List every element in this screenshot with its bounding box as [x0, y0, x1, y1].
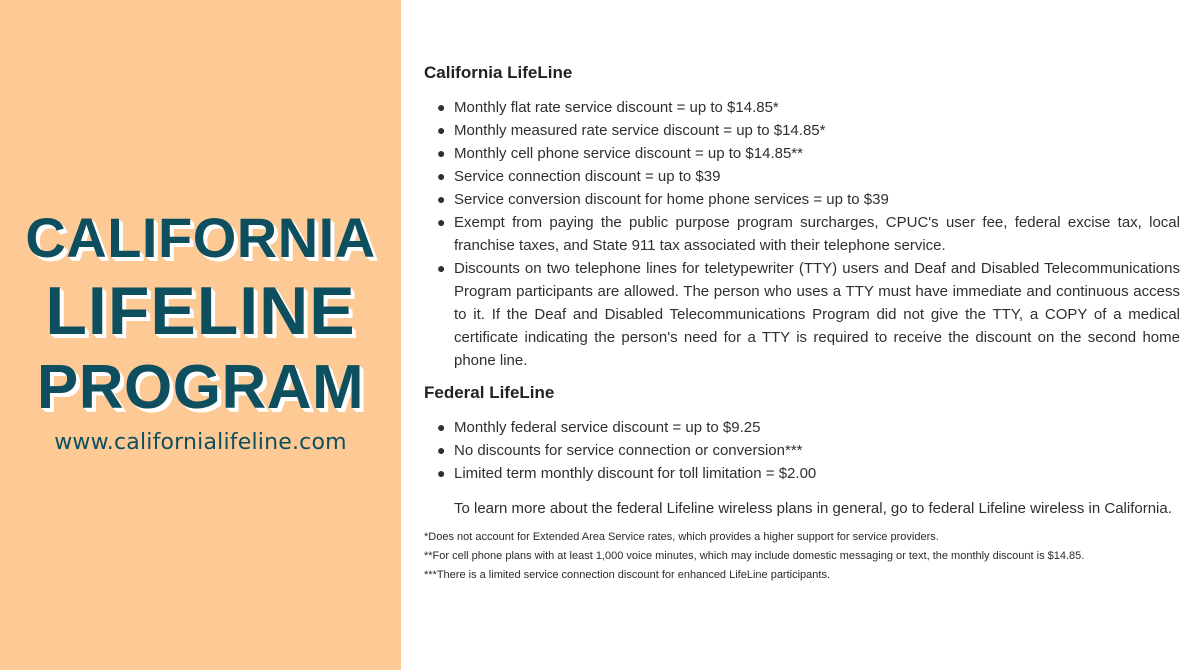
federal-lifeline-note: To learn more about the federal Lifeline wireless plans in general, go to federal Lifeline wireless in California.: [454, 500, 1172, 517]
list-item: [437, 211, 1180, 257]
list-item-text: Discounts on two telephone lines for teletypewriter (TTY) users and Deaf and Disabled Telecommunications Program participants are allowed. The person who uses a TTY must have immediate and continuous access to it. If the Deaf and Disabled Telecommunications Program did not give the TTY, a COPY of a medical certificate indicating the person's need for a TTY is required to receive the discount on the second home phone line.: [454, 260, 1180, 369]
list-item: [437, 462, 1180, 485]
federal-lifeline-heading: Federal LifeLine: [424, 383, 555, 402]
bullet-icon: ●: [437, 168, 446, 184]
bullet-icon: ●: [437, 122, 446, 138]
list-item-text: Monthly measured rate service discount = up to $14.85*: [454, 122, 826, 139]
list-item: [437, 96, 1180, 119]
list-item-text: Service conversion discount for home phone services = up to $39: [454, 191, 889, 208]
list-item-text: Exempt from paying the public purpose program surcharges, CPUC's user fee, federal excise tax, local franchise taxes, and State 911 tax associated with their telephone service.: [454, 214, 1180, 254]
list-item-text: Monthly cell phone service discount = up to $14.85**: [454, 145, 803, 162]
banner-title-line-1: CALIFORNIA: [25, 206, 376, 269]
bullet-icon: ●: [437, 442, 446, 458]
lifeline-benefits-document: [424, 60, 1180, 585]
list-item: [437, 416, 1180, 439]
list-item: [437, 142, 1180, 165]
banner-title-line-3: PROGRAM: [36, 353, 365, 422]
bullet-icon: ●: [437, 145, 446, 161]
website-url[interactable]: www.californialifeline.com: [54, 430, 347, 455]
bullet-icon: ●: [437, 260, 446, 276]
footnotes: [424, 528, 1180, 585]
bullet-icon: ●: [437, 214, 446, 230]
banner-panel: [0, 0, 401, 670]
list-item-text: Monthly flat rate service discount = up to $14.85*: [454, 99, 779, 116]
bullet-icon: ●: [437, 191, 446, 207]
list-item-text: Service connection discount = up to $39: [454, 168, 721, 185]
footnote-1: *Does not account for Extended Area Service rates, which provides a higher support for service providers.: [424, 531, 939, 543]
list-item: [437, 188, 1180, 211]
list-item: [437, 119, 1180, 142]
list-item-text: Monthly federal service discount = up to $9.25: [454, 419, 761, 436]
list-item: [437, 439, 1180, 462]
banner-title-line-2: LIFELINE: [45, 273, 356, 349]
footnote-3: ***There is a limited service connection discount for enhanced LifeLine participants.: [424, 569, 831, 581]
list-item-text: Limited term monthly discount for toll limitation = $2.00: [454, 465, 817, 482]
footnote-2: **For cell phone plans with at least 1,000 voice minutes, which may include domestic messaging or text, the monthly discount is $14.85.: [424, 550, 1085, 562]
list-item: [437, 165, 1180, 188]
list-item: [437, 257, 1180, 372]
bullet-icon: ●: [437, 465, 446, 481]
bullet-icon: ●: [437, 419, 446, 435]
california-benefits-list: [424, 96, 1180, 372]
list-item-text: No discounts for service connection or conversion***: [454, 442, 803, 459]
california-lifeline-heading: California LifeLine: [424, 63, 573, 82]
federal-benefits-list: [424, 416, 1180, 485]
bullet-icon: ●: [437, 99, 446, 115]
